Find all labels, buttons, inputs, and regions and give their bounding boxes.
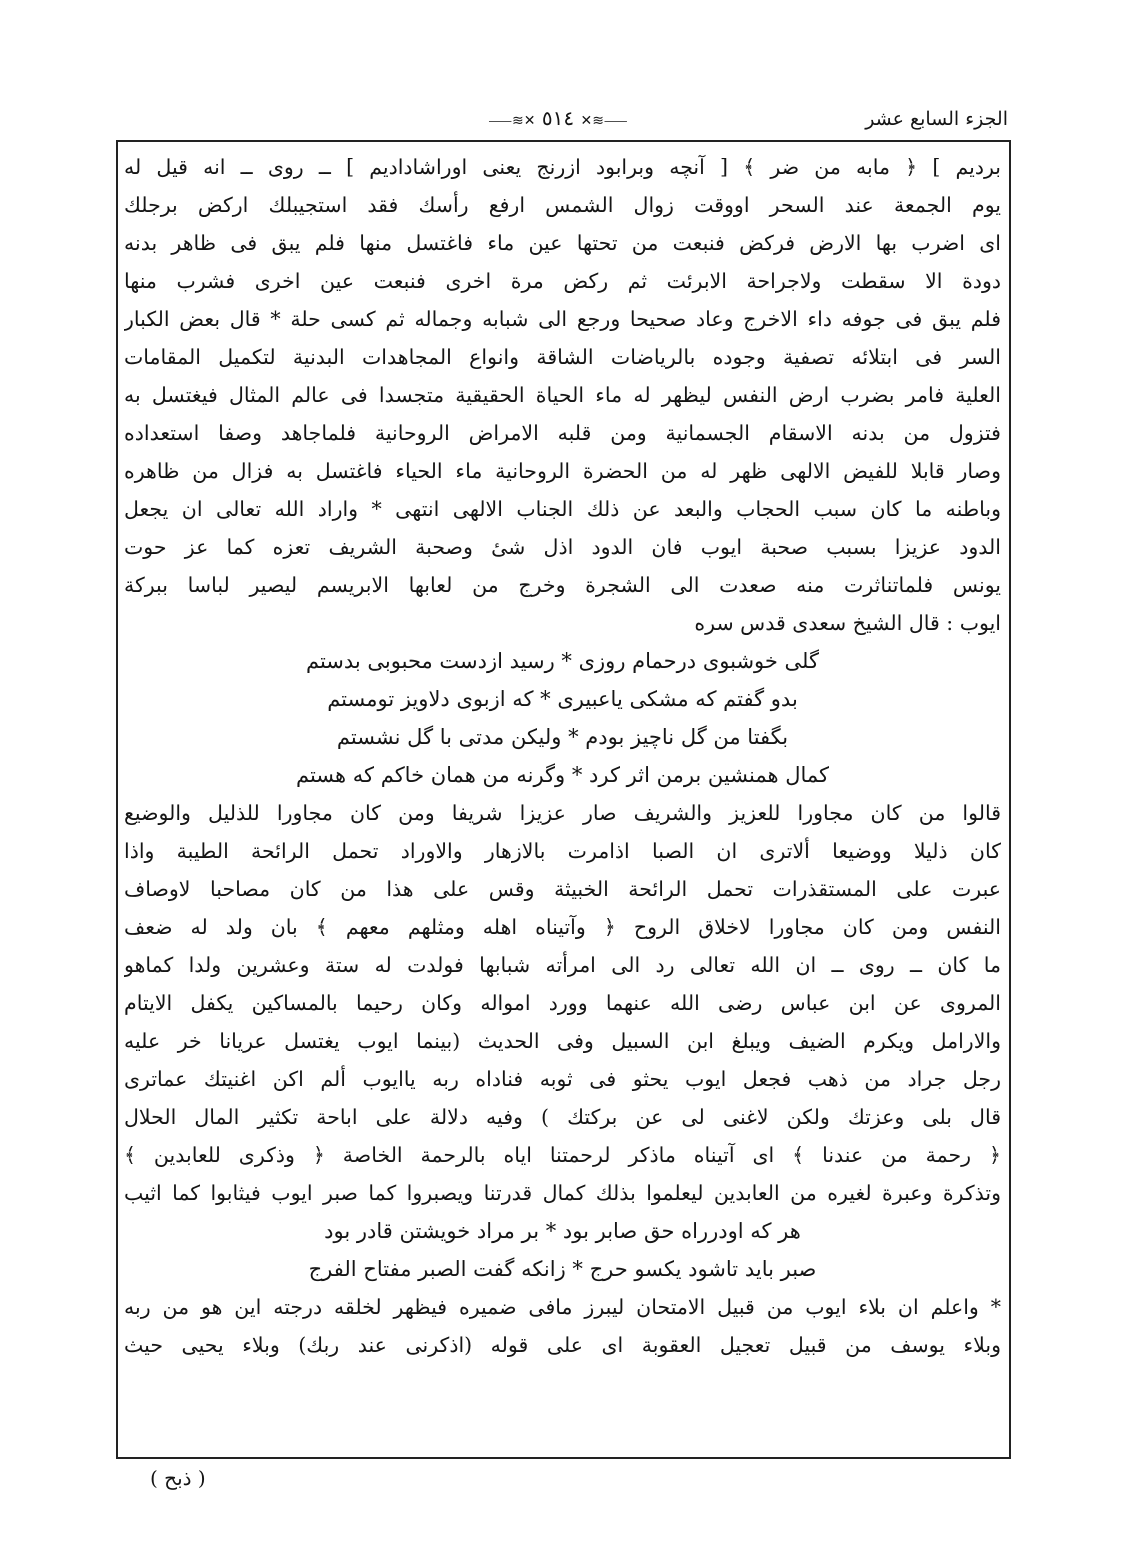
text-line: والارامل ویکرم الضیف ویبلغ ابن السبیل وفی الحدیث (بینما ایوب یغتسل عریانا خر علیه [124, 1029, 1001, 1053]
text-line: ما کان ــ روی ــ ان الله تعالی رد الی امرأته شبابها فولدت له ستة وعشرین ولدا کماهو [124, 953, 1001, 977]
text-line: وباطنه ما کان سبب الحجاب والبعد عن ذلك الجناب الالهی انتهی * واراد الله تعالی ان یجعل [124, 497, 1001, 521]
page-number: ٥١٤ [541, 106, 575, 130]
verse-line: گلی خوشبوی درحمام روزی * رسید ازدست محبوبی بدستم [305, 649, 820, 673]
frame-border-right [1009, 140, 1011, 1458]
text-line: فلم یبق فی جوفه داء الاخرج وعاد صحیحا ورجع الی شبابه وجماله ثم کسی حلة * قال بعض الکبار [124, 307, 1001, 331]
verse-line: هر که اودرراه حق صابر بود * بر مراد خویشتن قادر بود [324, 1219, 801, 1243]
text-line: فتزول من بدنه الاسقام الجسمانیة ومن قلبه الامراض الروحانیة فلماجاهد وصفا استعداده [124, 421, 1001, 445]
verse-line: صبر باید تاشود یکسو حرج * زانکه گفت الصبر مفتاح الفرج [308, 1257, 817, 1281]
text-line: دودة الا سقطت ولاجراحة الابرئت ثم رکض مرة اخری فنبعت عین اخری فشرب منها [124, 269, 1001, 293]
frame-border-left [116, 140, 118, 1458]
part-title: الجزء السابع عشر [865, 108, 1008, 130]
text-line: قال بلی وعزتك ولکن لاغنی لی عن برکتك ) وفیه دلالة علی اباحة تکثیر المال الحلال [124, 1105, 1001, 1129]
text-line: رجل جراد من ذهب فجعل ایوب یحثو فی ثوبه فناداه ربه یاایوب ألم اکن اغنیتك عماتری [124, 1067, 1001, 1091]
text-line: یونس فلماتناثرت منه صعدت الی الشجرة وخرج من لعابها الابریسم لیصیر لباسا ببرکة [124, 573, 1001, 597]
page-number-ornament [428, 106, 688, 130]
text-line: قالوا من کان مجاورا للعزیز والشریف صار عزیزا شریفا ومن کان مجاورا للذلیل والوضیع [124, 801, 1001, 825]
text-line: المروی عن ابن عباس رضی الله عنهما وورد امواله وکان رحیما بالمساکین یکفل الایتام [124, 991, 1001, 1015]
frame-border-bottom [116, 1457, 1011, 1459]
verse-line: کمال همنشین برمن اثر کرد * وگرنه من همان خاکم که هستم [295, 763, 830, 787]
ornament-right-icon: ✕≋⸺ [488, 113, 536, 129]
verse-line: بدو گفتم که مشکی یاعبیری * که ازبوی دلاویز تومستم [327, 687, 798, 711]
text-line: عبرت علی المستقذرات تحمل الرائحة الخبیثة وقس علی هذا من کان مصاحبا لاوصاف [124, 877, 1001, 901]
text-line: یوم الجمعة عند السحر اووقت زوال الشمس ارفع رأسك فقد استجیبلك ارکض برجلك [124, 193, 1001, 217]
text-line: العلیة فامر بضرب ارض النفس لیظهر له ماء الحیاة الحقیقیة متجسدا فی عالم المثال فیغتسل به [124, 383, 1001, 407]
text-line: وصار قابلا للفیض الالهی ظهر له من الحضرة الروحانیة ماء الحیاء فاغتسل به فزال من ظاهره [124, 459, 1001, 483]
catchword: ( ذبح ) [150, 1466, 206, 1490]
frame-border-top [116, 140, 1011, 142]
text-line: * واعلم ان بلاء ایوب من قبیل الامتحان لیبرز مافی ضمیره فیظهر لخلقه درجته این هو من ربه [124, 1295, 1001, 1319]
text-line: کان ذلیلا ووضیعا ألاتری ان الصبا اذامرت بالازهار والاوراد تحمل الرائحة الطیبة واذا [124, 839, 1001, 863]
text-line: السر فی ابتلائه تصفیة وجوده بالریاضات الشاقة وانواع المجاهدات البدنیة لتکمیل المقامات [124, 345, 1001, 369]
text-line: الدود عزیزا بسبب صحبة ایوب فان الدود اذل شیٔ وصحبة الشریف تعزه کما عز حوت [124, 535, 1001, 559]
verse-line: بگفتا من گل ناچیز بودم * ولیکن مدتی با گل نشستم [336, 725, 789, 749]
text-line: ﴿ رحمة من عندنا ﴾ ای آتیناه ماذکر لرحمتنا ایاه بالرحمة الخاصة ﴿ وذکری للعابدین ﴾ [124, 1143, 1001, 1167]
text-line: النفس ومن کان مجاورا لاخلاق الروح ﴿ وآتیناه اهله ومثلهم معهم ﴾ بان ولد له ضعف [124, 915, 1001, 939]
text-line: بردیم ] ﴿ مابه من ضر ﴾ [ آنچه وبرابود ازرنج یعنی اوراشادادیم ] ــ روی ــ انه قیل له [124, 155, 1001, 179]
page-header [128, 104, 1008, 140]
text-line: وبلاء یوسف من قبیل تعجیل العقوبة ای علی قوله (اذکرنی عند ربك) وبلاء یحیی حیث [124, 1333, 1001, 1357]
body-text [124, 148, 1001, 1364]
text-line: ای اضرب بها الارض فرکض فنبعت من تحتها عین ماء فاغتسل منها فلم یبق فی ظاهر بدنه [124, 231, 1001, 255]
text-line: وتذکرة وعبرة لغیره من العابدین لیعلموا بذلك کمال قدرتنا ویصبروا کما صبر ایوب فیثابوا کما اثیب [124, 1181, 1001, 1205]
ornament-left-icon: ⸺≋✕ [580, 113, 628, 129]
text-line: ایوب : قال الشیخ سعدی قدس سره [694, 611, 1001, 635]
